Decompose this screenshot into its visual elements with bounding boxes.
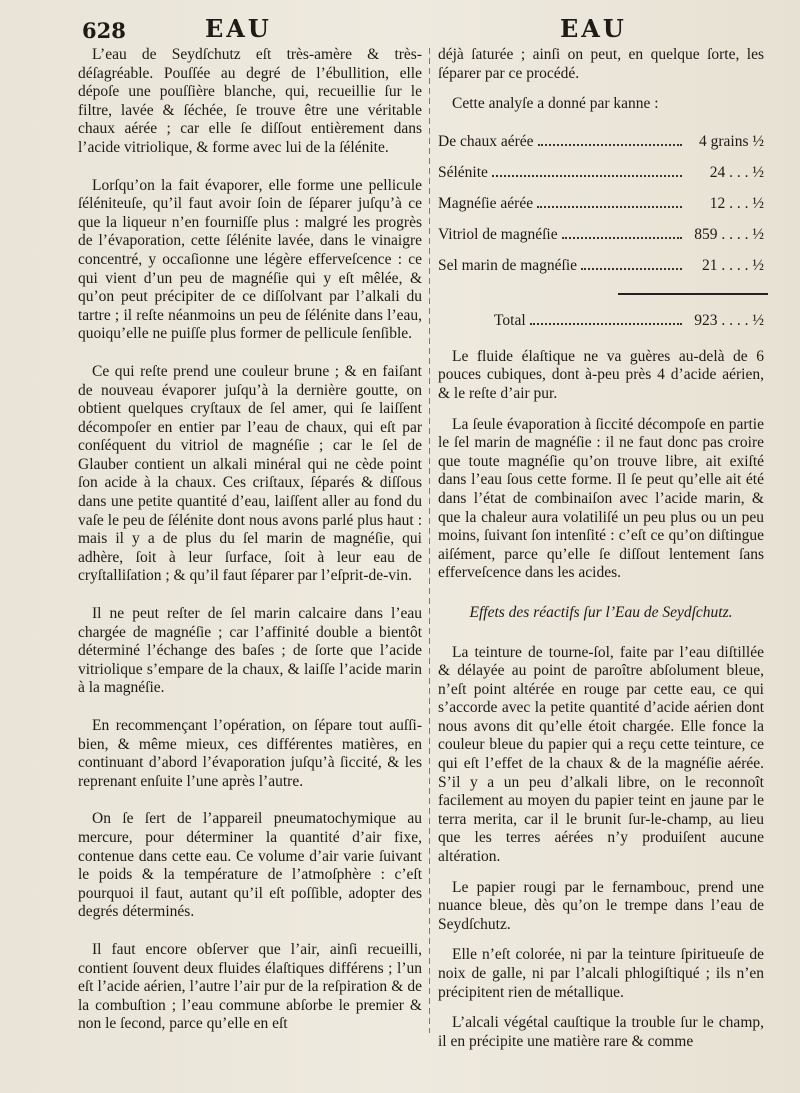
paragraph: Ce qui reſte prend une couleur brune ; & en faiſant de nouveau évaporer juſqu’à la dernière goutte, on obtient quelques cryſtaux de ſel amer, qui ſe laiſſent décompoſer en entier par l’eau de chaux, qui eſt par conſéquent du vitriol de magnéſie ; car le ſel de Glauber contient un alkali minéral qui ne cède point ſon acide à la chaux. Ces criſtaux, ſéparés & diſſous dans une petite quantité d’eau, laiſſent aller au fond du vaſe le peu de ſélénite dont nous avons parlé plus haut : mais il y a de plus du ſel marin de magnéſie, qui adhère, ſoit à leur ſurface, ſoit à leur eau de cryſtalliſation ; & qu’il faut ſéparer par l’eſprit-de-vin.	[78, 362, 422, 585]
analysis-row	[438, 157, 764, 188]
analysis-substance: De chaux aérée	[438, 132, 534, 150]
paragraph: Il faut encore obſerver que l’air, ainſi recueilli, contient ſouvent deux fluides élaſtiques différens ; l’un eſt l’acide aérien, l’autre l’air pur de la reſpiration & de la combuſtion ; l’eau commune abſorbe le premier & non le ſecond, parce qu’elle en eſt	[78, 940, 422, 1033]
paragraph: La teinture de tourne-ſol, faite par l’eau diſtillée & délayée au point de paroître abſolument bleue, n’eſt point altérée en rouge par cette eau, ce qui s’accorde avec la petite quantité d’acide aérien dont nous avons dit qu’elle étoit chargée. Elle fonce la couleur bleue du papier qui a reçu cette teinture, ce qui eſt l’effet de la chaux & de la magnéſie aérée. S’il y a un peu d’alkali libre, on le reconnoît facilement au moyen du papier teint en jaune par le terra merita, car il le brunit ſur-le-champ, au lieu que les terres aérées n’y produiſent aucune altération.	[438, 643, 764, 866]
page-number: 628	[82, 18, 126, 43]
paragraph: Lorſqu’on la fait évaporer, elle forme une pellicule ſéléniteuſe, qu’il faut avoir ſoin de ſéparer juſqu’à ce que la liqueur n’en fourniſſe plus : malgré les progrès de l’évaporation, cette ſélénite lavée, dans le vinaigre concentré, y occaſionne une légère effervеſcence : ce qui vient d’un peu de magnéſie qui y eſt mêlée, & qu’on peut précipiter de ce diſſolvant par l’alkali du tartre ; il reſte néanmoins un peu de ſélénite dans l’eau, quoiqu’elle ne puiſſe plus former de pellicule ſenſible.	[78, 176, 422, 343]
analysis-row	[438, 219, 764, 250]
section-title: Effets des réactifs ſur l’Eau de Seydſchutz.	[469, 603, 733, 621]
leader-dots	[537, 206, 682, 208]
analysis-total-label: Total	[494, 311, 526, 329]
paragraph: En recommençant l’opération, on ſépare tout auſſi-bien, & même mieux, ces différentes matières, en continuant d’abord l’évaporation juſqu’à ſiccité, & les reprenant enſuite l’une après l’autre.	[78, 717, 422, 790]
analysis-substance: Magnéſie aérée	[438, 194, 534, 212]
analysis-value: 24 . . . ½	[709, 163, 764, 181]
leader-dots	[530, 323, 682, 325]
paragraph: Il ne peut reſter de ſel marin calcaire dans l’eau chargée de magnéſie ; car l’affinité double a bientôt déterminé l’échange des baſes ; de ſorte que l’acide vitriolique s’empare de la chaux, & laiſſe l’acide marin à la magnéſie.	[78, 605, 422, 697]
analysis-value: 4 grains ½	[698, 132, 764, 150]
analysis-row	[438, 250, 764, 281]
analysis-substance: Sélénite	[438, 163, 488, 181]
paragraph: L’alcali végétal cauſtique la trouble ſur le champ, il en précipite une matière rare & comme	[438, 1014, 764, 1050]
analysis-row	[438, 126, 764, 157]
paragraph: Le fluide élaſtique ne va guères au-delà de 6 pouces cubiques, dont à-peu près 4 d’acide aérien, & le reſte d’air pur.	[438, 347, 764, 402]
paragraph: On ſe ſert de l’appareil pneumatochymique au mercure, pour déterminer la quantité d’air fixe, contenue dans cette eau. Ce volume d’air varie ſuivant le poids & la température de l’atmoſphère : c’eſt pourquoi il faut, autant qu’il eſt poſſible, adopter des degrés déterminés.	[78, 810, 422, 921]
analysis-total-row	[438, 305, 764, 336]
analysis-substance: Vitriol de magnéſie	[438, 225, 558, 243]
analysis-total-value: 923 . . . . ½	[694, 311, 764, 329]
paragraph: La ſeule évaporation à ſiccité décompoſe en partie le ſel marin de magnéſie : il ne faut donc pas croire que toute magnéſie qu’on trouve libre, ait exiſté dans l’eau ſous cette forme. Il ſe peut qu’elle ait été dans l’état de combinaiſon avec l’acide marin, & que la chaleur aura volatiliſé un peu plus ou un peu moins, ſuivant ſon intenſité : c’eſt ce qu’on diſtingue aiſément, parce qu’elle ſe diſſout lentement ſans effervеſcence dans les acides.	[438, 415, 764, 582]
analysis-title: Cette analyſe a donné par kanne :	[452, 95, 659, 113]
analysis-substance: Sel marin de magnéſie	[438, 256, 578, 274]
running-head-right: EAU	[560, 14, 627, 43]
paragraph: Le papier rougi par le fernambouc, prend une nuance bleue, dès qu’on le trempe dans l’eau de Seydſchutz.	[438, 878, 764, 933]
analysis-value: 12 . . . ½	[709, 194, 764, 212]
paragraph: L’eau de Seydſchutz eſt très-amère & très-déſagréable. Pouſſée au degré de l’ébullition, elle dépoſe une pouſſière blanche, qui, recueillie ſur le filtre, lavée & ſéchée, ſe trouve être une véritable chaux aérée ; car elle ſe diſſout entièrement dans l’acide vitriolique, & forme avec lui de la ſélénite.	[78, 46, 422, 156]
paragraph: déjà ſaturée ; ainſi on peut, en quelque ſorte, les ſéparer par ce procédé.	[438, 46, 764, 82]
analysis-value: 859 . . . . ½	[694, 225, 764, 243]
analysis-value: 21 . . . . ½	[702, 256, 764, 274]
leader-dots	[581, 268, 682, 270]
right-column	[438, 46, 764, 1051]
analysis-row	[438, 188, 764, 219]
leader-dots	[538, 144, 682, 146]
leader-dots	[562, 237, 682, 239]
total-rule	[618, 293, 768, 295]
leader-dots	[492, 175, 682, 177]
running-head-left: EAU	[205, 14, 272, 43]
left-column	[78, 46, 422, 1034]
paragraph: Elle n’eſt colorée, ni par la teinture ſpiritueuſe de noix de galle, ni par l’alcali phlogiſtiqué ; ils n’en précipitent rien de métallique.	[438, 946, 764, 1001]
analysis-table	[438, 126, 764, 336]
column-divider	[429, 48, 430, 1033]
